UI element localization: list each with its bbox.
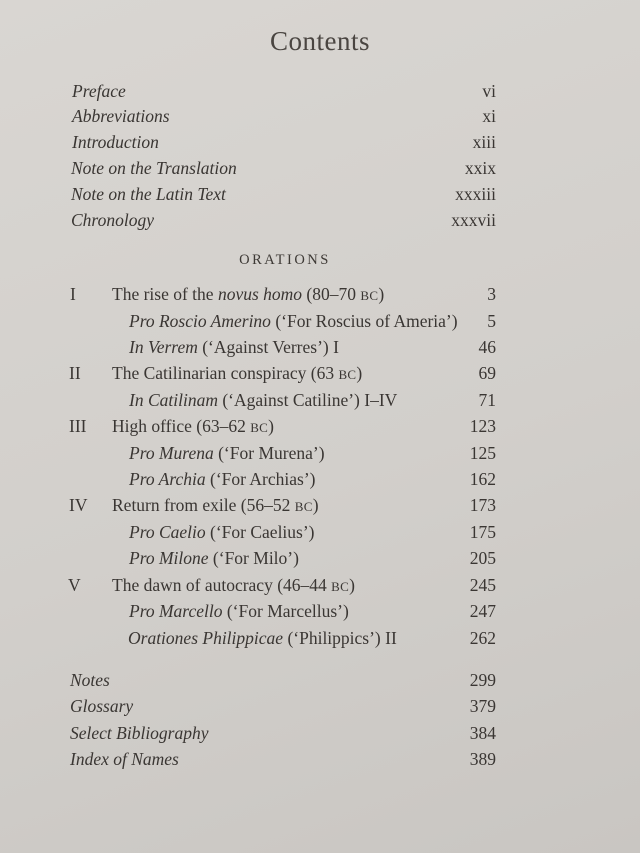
toc-entry-index: Index of Names 389 xyxy=(70,749,496,769)
toc-entry-bibliography: Select Bibliography 384 xyxy=(70,723,496,743)
toc-part-4: IV Return from exile (56–52 BC) 173 xyxy=(69,495,496,515)
toc-entry-pro-milone: Pro Milone (‘For Milo’) 205 xyxy=(129,548,496,568)
page-title: Contents xyxy=(269,26,370,56)
toc-entry-pro-murena: Pro Murena (‘For Murena’) 125 xyxy=(129,443,496,463)
toc-entry-pro-roscio: Pro Roscio Amerino (‘For Roscius of Ameria’) 5 xyxy=(129,311,496,331)
toc-entry-pro-caelio: Pro Caelio (‘For Caelius’) 175 xyxy=(129,522,496,542)
toc-part-5: V The dawn of autocracy (46–44 BC) 245 xyxy=(68,575,496,595)
toc-entry-preface: Preface vi xyxy=(72,81,496,101)
toc-entry-pro-archia: Pro Archia (‘For Archias’) 162 xyxy=(129,469,496,489)
toc-entry-philippicae: Orationes Philippicae (‘Philippics’) II 262 xyxy=(128,628,496,648)
toc-entry-translation-note: Note on the Translation xxix xyxy=(71,158,496,178)
toc-entry-latin-text-note: Note on the Latin Text xxxiii xyxy=(71,184,496,204)
toc-entry-in-verrem: In Verrem (‘Against Verres’) I 46 xyxy=(129,337,496,357)
toc-entry-chronology: Chronology xxxvii xyxy=(71,210,496,230)
section-heading: ORATIONS xyxy=(239,252,331,268)
toc-part-1: I The rise of the novus homo (80–70 BC) 3 xyxy=(70,284,496,304)
toc-part-3: III High office (63–62 BC) 123 xyxy=(69,416,496,436)
toc-entry-introduction: Introduction xiii xyxy=(72,132,496,152)
toc-entry-abbreviations: Abbreviations xi xyxy=(72,106,496,126)
toc-part-2: II The Catilinarian conspiracy (63 BC) 69 xyxy=(69,363,496,383)
toc-entry-pro-marcello: Pro Marcello (‘For Marcellus’) 247 xyxy=(129,601,496,621)
toc-entry-glossary: Glossary 379 xyxy=(70,696,496,716)
toc-entry-in-catilinam: In Catilinam (‘Against Catiline’) I–IV 71 xyxy=(129,390,496,410)
toc-entry-notes: Notes 299 xyxy=(70,670,496,690)
